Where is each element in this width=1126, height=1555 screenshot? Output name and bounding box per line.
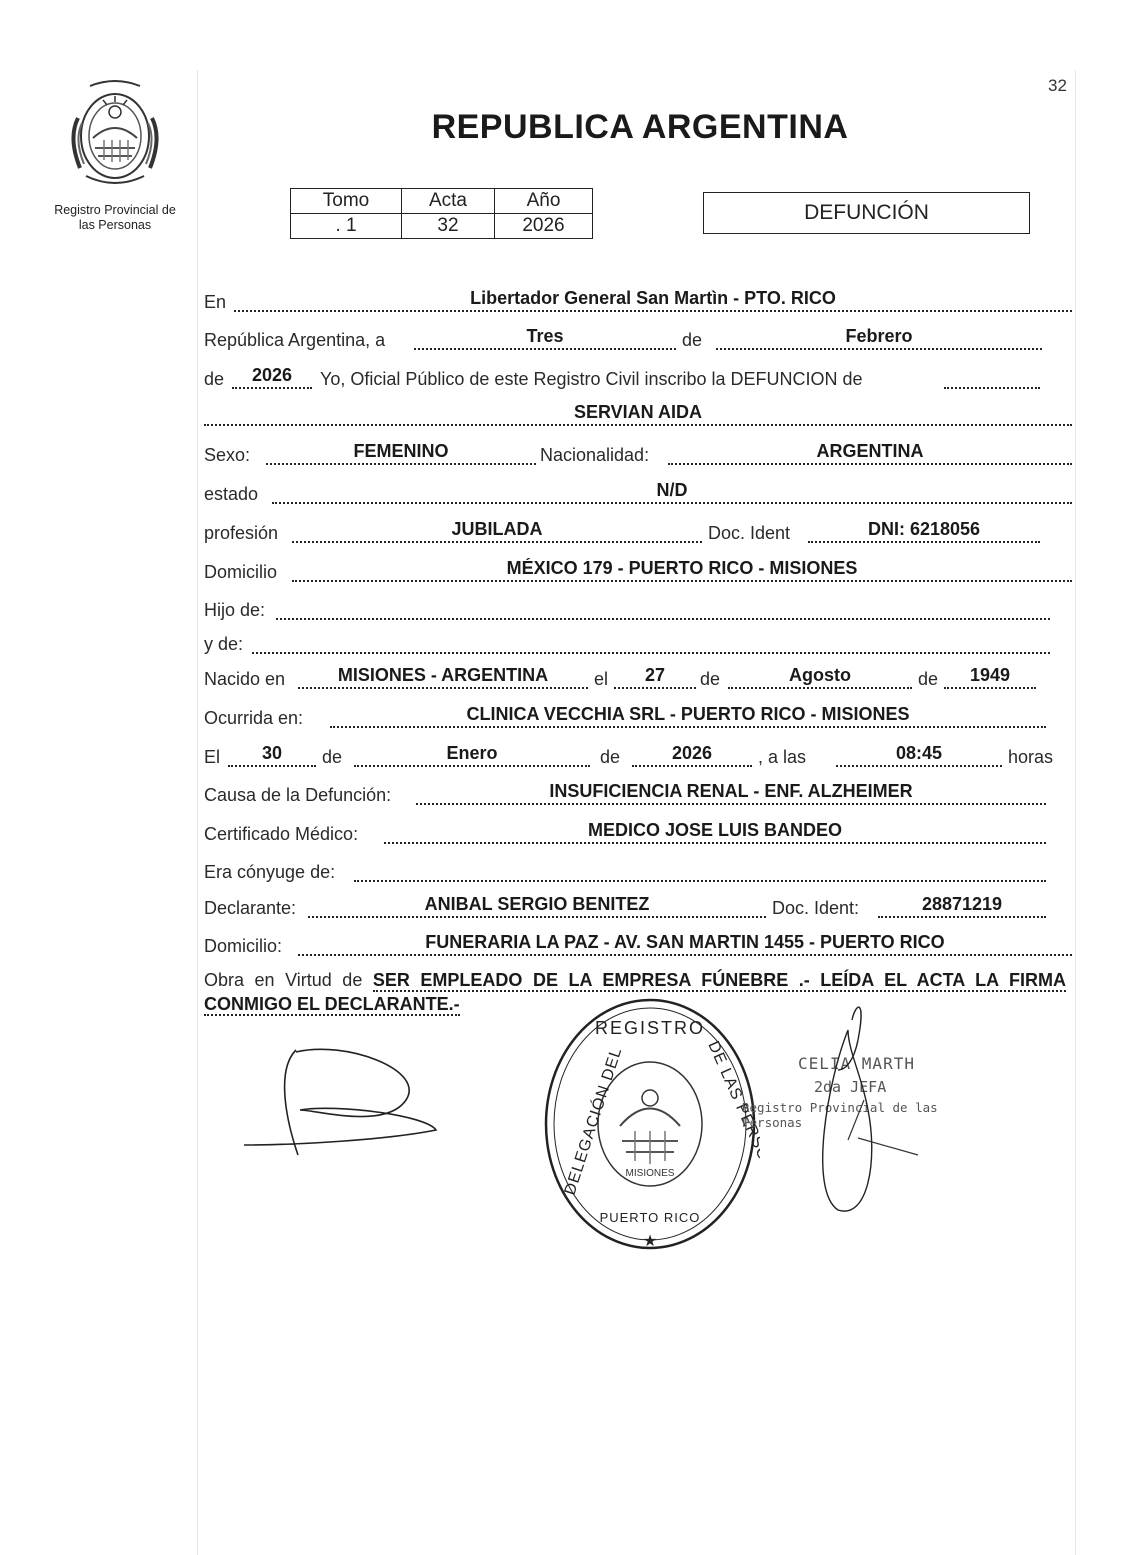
label-en: En — [204, 292, 227, 312]
seal-bottom-text: PUERTO RICO — [599, 1210, 701, 1225]
delegacion-seal — [540, 996, 760, 1258]
field-hijo-de — [276, 596, 1050, 620]
stamp-office: Registro Provincial de las Personas — [742, 1100, 938, 1130]
registry-value-tomo: . 1 — [291, 214, 402, 239]
field-anio-def: 2026 — [632, 743, 752, 767]
field-dia-nac: 27 — [614, 665, 696, 689]
label-y-de: y de: — [204, 634, 244, 654]
label-de-5: de — [322, 747, 343, 767]
label-el: el — [594, 669, 609, 689]
stamp-role: 2da JEFA — [814, 1078, 887, 1096]
field-y-de — [252, 630, 1050, 654]
field-obra-en-virtud: SER EMPLEADO DE LA EMPRESA FÚNEBRE .- LEÍDA EL ACTA LA FIRMA CONMIGO EL DECLARANTE.- — [204, 970, 1066, 1014]
field-sexo: FEMENINO — [266, 441, 536, 465]
misiones-coat-of-arms-logo — [60, 78, 170, 190]
stamp-name: CELIA MARTH — [798, 1054, 915, 1073]
seal-left-text: DELEGACIÓN DEL — [561, 1045, 626, 1198]
field-certificado: MEDICO JOSE LUIS BANDEO — [384, 820, 1046, 844]
label-doc-ident-2: Doc. Ident: — [772, 898, 860, 918]
logo-caption-line2: las Personas — [78, 218, 152, 232]
field-ocurrida-en: CLINICA VECCHIA SRL - PUERTO RICO - MISIONES — [330, 704, 1046, 728]
label-de-3: de — [700, 669, 721, 689]
field-anio-inscripcion: 2026 — [232, 365, 312, 389]
margin-line-left — [197, 70, 198, 1555]
seal-star-icon: ★ — [642, 1231, 658, 1250]
logo-caption-line1: Registro Provincial de — [54, 203, 176, 217]
label-el-cap: El — [204, 747, 221, 767]
registry-table — [290, 188, 593, 239]
label-obra-en-virtud: Obra en Virtud de — [204, 970, 363, 990]
label-domicilio-2: Domicilio: — [204, 936, 283, 956]
registry-value-anio: 2026 — [495, 214, 593, 239]
registry-header-acta: Acta — [402, 189, 495, 214]
field-declarante-doc: 28871219 — [878, 894, 1046, 918]
label-doc-ident: Doc. Ident — [708, 523, 791, 543]
registry-table-header — [291, 189, 593, 214]
registry-table-values — [291, 214, 593, 239]
field-mes-nac: Agosto — [728, 665, 912, 689]
label-nacionalidad: Nacionalidad: — [540, 445, 650, 465]
label-a-las: , a las — [758, 747, 807, 767]
label-hijo-de: Hijo de: — [204, 600, 266, 620]
signature-declarante — [236, 1040, 446, 1160]
field-declarante: ANIBAL SERGIO BENITEZ — [308, 894, 766, 918]
label-causa: Causa de la Defunción: — [204, 785, 392, 805]
field-lugar: Libertador General San Martìn - PTO. RICO — [234, 288, 1072, 312]
field-mes-inscripcion: Febrero — [716, 326, 1042, 350]
seal-right-text: DE LAS PERSONAS — [704, 1038, 760, 1197]
label-de-1: de — [682, 330, 703, 350]
document-type-box: DEFUNCIÓN — [703, 192, 1030, 234]
label-conyuge: Era cónyuge de: — [204, 862, 336, 882]
label-profesion: profesión — [204, 523, 279, 543]
label-republica: República Argentina, a — [204, 330, 386, 350]
registry-header-tomo: Tomo — [291, 189, 402, 214]
label-domicilio: Domicilio — [204, 562, 278, 582]
field-mes-def: Enero — [354, 743, 590, 767]
label-declarante: Declarante: — [204, 898, 297, 918]
label-de-6: de — [600, 747, 621, 767]
field-hora-def: 08:45 — [836, 743, 1002, 767]
page-title: REPUBLICA ARGENTINA — [431, 108, 849, 146]
field-declarante-domicilio: FUNERARIA LA PAZ - AV. SAN MARTIN 1455 - PUERTO RICO — [298, 932, 1072, 956]
field-domicilio: MÉXICO 179 - PUERTO RICO - MISIONES — [292, 558, 1072, 582]
label-estado: estado — [204, 484, 259, 504]
field-nacido-en: MISIONES - ARGENTINA — [298, 665, 588, 689]
logo-caption — [34, 203, 196, 233]
seal-top-text: REGISTRO — [594, 1018, 706, 1038]
field-nacionalidad: ARGENTINA — [668, 441, 1072, 465]
signature-official — [808, 990, 968, 1220]
field-conyuge — [354, 858, 1046, 882]
seal-inner-text: MISIONES — [625, 1168, 675, 1179]
label-sexo: Sexo: — [204, 445, 251, 465]
label-ocurrida-en: Ocurrida en: — [204, 708, 304, 728]
label-horas: horas — [1008, 747, 1054, 767]
field-causa: INSUFICIENCIA RENAL - ENF. ALZHEIMER — [416, 781, 1046, 805]
field-anio-nac: 1949 — [944, 665, 1036, 689]
margin-line-right — [1075, 70, 1076, 1555]
field-dia-def: 30 — [228, 743, 316, 767]
field-nombre: SERVIAN AIDA — [204, 402, 1072, 426]
label-nacido-en: Nacido en — [204, 669, 286, 689]
label-de-4: de — [918, 669, 939, 689]
field-estado: N/D — [272, 480, 1072, 504]
registry-value-acta: 32 — [402, 214, 495, 239]
registry-header-anio: Año — [495, 189, 593, 214]
field-doc-ident: DNI: 6218056 — [808, 519, 1040, 543]
page-number: 32 — [1048, 76, 1067, 95]
field-profesion: JUBILADA — [292, 519, 702, 543]
label-certificado: Certificado Médico: — [204, 824, 359, 844]
field-defuncion-trail — [944, 365, 1040, 389]
label-yo-oficial: Yo, Oficial Público de este Registro Civil inscribo la DEFUNCION de — [320, 369, 863, 389]
field-dia-inscripcion: Tres — [414, 326, 676, 350]
label-de-2: de — [204, 369, 225, 389]
